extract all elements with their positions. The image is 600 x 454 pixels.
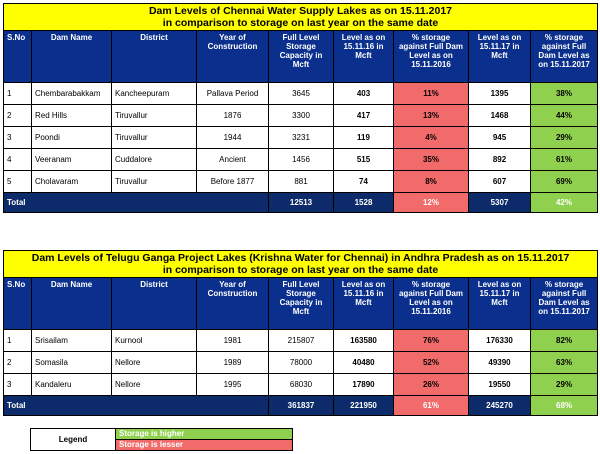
- cell-sno: 3: [4, 127, 32, 149]
- cell-level-2017: 892: [469, 149, 531, 171]
- cell-level-2017: 1395: [469, 83, 531, 105]
- legend-lesser: Storage is lesser: [116, 440, 293, 451]
- table-row: [4, 330, 598, 352]
- cell-level-2016: 403: [334, 83, 394, 105]
- legend: [30, 428, 293, 451]
- cell-district: Kurnool: [112, 330, 197, 352]
- cell-capacity: 881: [269, 171, 334, 193]
- cell-sno: 1: [4, 330, 32, 352]
- total-level-2016: 1528: [334, 193, 394, 213]
- cell-sno: 1: [4, 83, 32, 105]
- cell-level-2017: 49390: [469, 352, 531, 374]
- table-row: [4, 127, 598, 149]
- cell-pct-2016: 4%: [394, 127, 469, 149]
- table2-title: [4, 251, 598, 278]
- cell-district: Kancheepuram: [112, 83, 197, 105]
- cell-capacity: 3231: [269, 127, 334, 149]
- header-pct-2017: % storage against Full Dam Level as on 15.11.2017: [531, 278, 598, 330]
- table1-total-row: [4, 193, 598, 213]
- header-pct-2016: % storage against Full Dam Level as on 15.11.2016: [394, 278, 469, 330]
- total-label: Total: [4, 193, 269, 213]
- cell-pct-2016: 35%: [394, 149, 469, 171]
- cell-dam-name: Kandaleru: [32, 374, 112, 396]
- cell-sno: 5: [4, 171, 32, 193]
- table-row: [4, 149, 598, 171]
- cell-district: Nellore: [112, 352, 197, 374]
- cell-pct-2017: 44%: [531, 105, 598, 127]
- chennai-lakes-table: [3, 3, 598, 213]
- cell-pct-2016: 13%: [394, 105, 469, 127]
- cell-capacity: 3300: [269, 105, 334, 127]
- header-district: District: [112, 278, 197, 330]
- table1-header-row: [4, 31, 598, 83]
- header-level-2017: Level as on 15.11.17 in Mcft: [469, 31, 531, 83]
- cell-year: 1876: [197, 105, 269, 127]
- table-row: [4, 374, 598, 396]
- cell-dam-name: Veeranam: [32, 149, 112, 171]
- cell-district: Tiruvallur: [112, 105, 197, 127]
- cell-capacity: 215807: [269, 330, 334, 352]
- telugu-ganga-lakes-table: [3, 250, 598, 416]
- table1-title-line1: Dam Levels of Chennai Water Supply Lakes as on 15.11.2017: [148, 5, 453, 17]
- total-pct-2016: 61%: [394, 396, 469, 416]
- total-level-2017: 5307: [469, 193, 531, 213]
- cell-district: Tiruvallur: [112, 171, 197, 193]
- header-dam-name: Dam Name: [32, 31, 112, 83]
- total-level-2016: 221950: [334, 396, 394, 416]
- cell-sno: 2: [4, 105, 32, 127]
- cell-level-2016: 40480: [334, 352, 394, 374]
- cell-pct-2017: 29%: [531, 127, 598, 149]
- header-year: Year of Construction: [197, 278, 269, 330]
- cell-pct-2017: 38%: [531, 83, 598, 105]
- cell-level-2016: 74: [334, 171, 394, 193]
- cell-district: Tiruvallur: [112, 127, 197, 149]
- cell-pct-2016: 11%: [394, 83, 469, 105]
- total-pct-2017: 42%: [531, 193, 598, 213]
- cell-year: 1944: [197, 127, 269, 149]
- cell-capacity: 3645: [269, 83, 334, 105]
- table1-title: [4, 4, 598, 31]
- total-level-2017: 245270: [469, 396, 531, 416]
- cell-level-2017: 19550: [469, 374, 531, 396]
- header-sno: S.No: [4, 31, 32, 83]
- cell-capacity: 1456: [269, 149, 334, 171]
- table2-title-line2: in comparison to storage on last year on the same date: [162, 264, 439, 276]
- cell-year: Pallava Period: [197, 83, 269, 105]
- cell-pct-2016: 76%: [394, 330, 469, 352]
- cell-year: Ancient: [197, 149, 269, 171]
- cell-pct-2017: 63%: [531, 352, 598, 374]
- cell-level-2016: 17890: [334, 374, 394, 396]
- cell-dam-name: Somasila: [32, 352, 112, 374]
- table-row: [4, 83, 598, 105]
- cell-dam-name: Poondi: [32, 127, 112, 149]
- header-sno: S.No: [4, 278, 32, 330]
- cell-sno: 4: [4, 149, 32, 171]
- cell-level-2016: 417: [334, 105, 394, 127]
- cell-level-2016: 163580: [334, 330, 394, 352]
- cell-level-2016: 119: [334, 127, 394, 149]
- cell-year: 1981: [197, 330, 269, 352]
- cell-pct-2016: 8%: [394, 171, 469, 193]
- cell-pct-2017: 69%: [531, 171, 598, 193]
- table-row: [4, 352, 598, 374]
- total-capacity: 12513: [269, 193, 334, 213]
- cell-level-2017: 176330: [469, 330, 531, 352]
- cell-dam-name: Srisailam: [32, 330, 112, 352]
- header-capacity: Full Level Storage Capacity in Mcft: [269, 278, 334, 330]
- table-row: [4, 171, 598, 193]
- cell-sno: 2: [4, 352, 32, 374]
- header-level-2017: Level as on 15.11.17 in Mcft: [469, 278, 531, 330]
- header-level-2016: Level as on 15.11.16 in Mcft: [334, 31, 394, 83]
- table2-header-row: [4, 278, 598, 330]
- total-capacity: 361837: [269, 396, 334, 416]
- table1-title-line2: in comparison to storage on last year on the same date: [162, 17, 439, 29]
- legend-higher: Storage is higher: [116, 429, 293, 440]
- cell-level-2017: 945: [469, 127, 531, 149]
- header-pct-2016: % storage against Full Dam Level as on 15.11.2016: [394, 31, 469, 83]
- header-level-2016: Level as on 15.11.16 in Mcft: [334, 278, 394, 330]
- table2-title-line1: Dam Levels of Telugu Ganga Project Lakes (Krishna Water for Chennai) in Andhra Pradesh as on 15.11.2017: [31, 252, 570, 264]
- cell-pct-2016: 26%: [394, 374, 469, 396]
- cell-pct-2017: 82%: [531, 330, 598, 352]
- cell-sno: 3: [4, 374, 32, 396]
- cell-capacity: 68030: [269, 374, 334, 396]
- total-pct-2017: 68%: [531, 396, 598, 416]
- header-year: Year of Construction: [197, 31, 269, 83]
- cell-dam-name: Chembarabakkam: [32, 83, 112, 105]
- cell-level-2017: 607: [469, 171, 531, 193]
- cell-capacity: 78000: [269, 352, 334, 374]
- cell-pct-2017: 29%: [531, 374, 598, 396]
- header-district: District: [112, 31, 197, 83]
- total-label: Total: [4, 396, 269, 416]
- table-row: [4, 105, 598, 127]
- cell-year: 1995: [197, 374, 269, 396]
- header-pct-2017: % storage against Full Dam Level as on 15.11.2017: [531, 31, 598, 83]
- cell-district: Cuddalore: [112, 149, 197, 171]
- cell-pct-2017: 61%: [531, 149, 598, 171]
- header-dam-name: Dam Name: [32, 278, 112, 330]
- cell-year: Before 1877: [197, 171, 269, 193]
- cell-pct-2016: 52%: [394, 352, 469, 374]
- cell-level-2016: 515: [334, 149, 394, 171]
- table2-total-row: [4, 396, 598, 416]
- legend-label: Legend: [31, 429, 116, 451]
- cell-dam-name: Red Hills: [32, 105, 112, 127]
- cell-level-2017: 1468: [469, 105, 531, 127]
- total-pct-2016: 12%: [394, 193, 469, 213]
- cell-year: 1989: [197, 352, 269, 374]
- cell-dam-name: Cholavaram: [32, 171, 112, 193]
- header-capacity: Full Level Storage Capacity in Mcft: [269, 31, 334, 83]
- cell-district: Nellore: [112, 374, 197, 396]
